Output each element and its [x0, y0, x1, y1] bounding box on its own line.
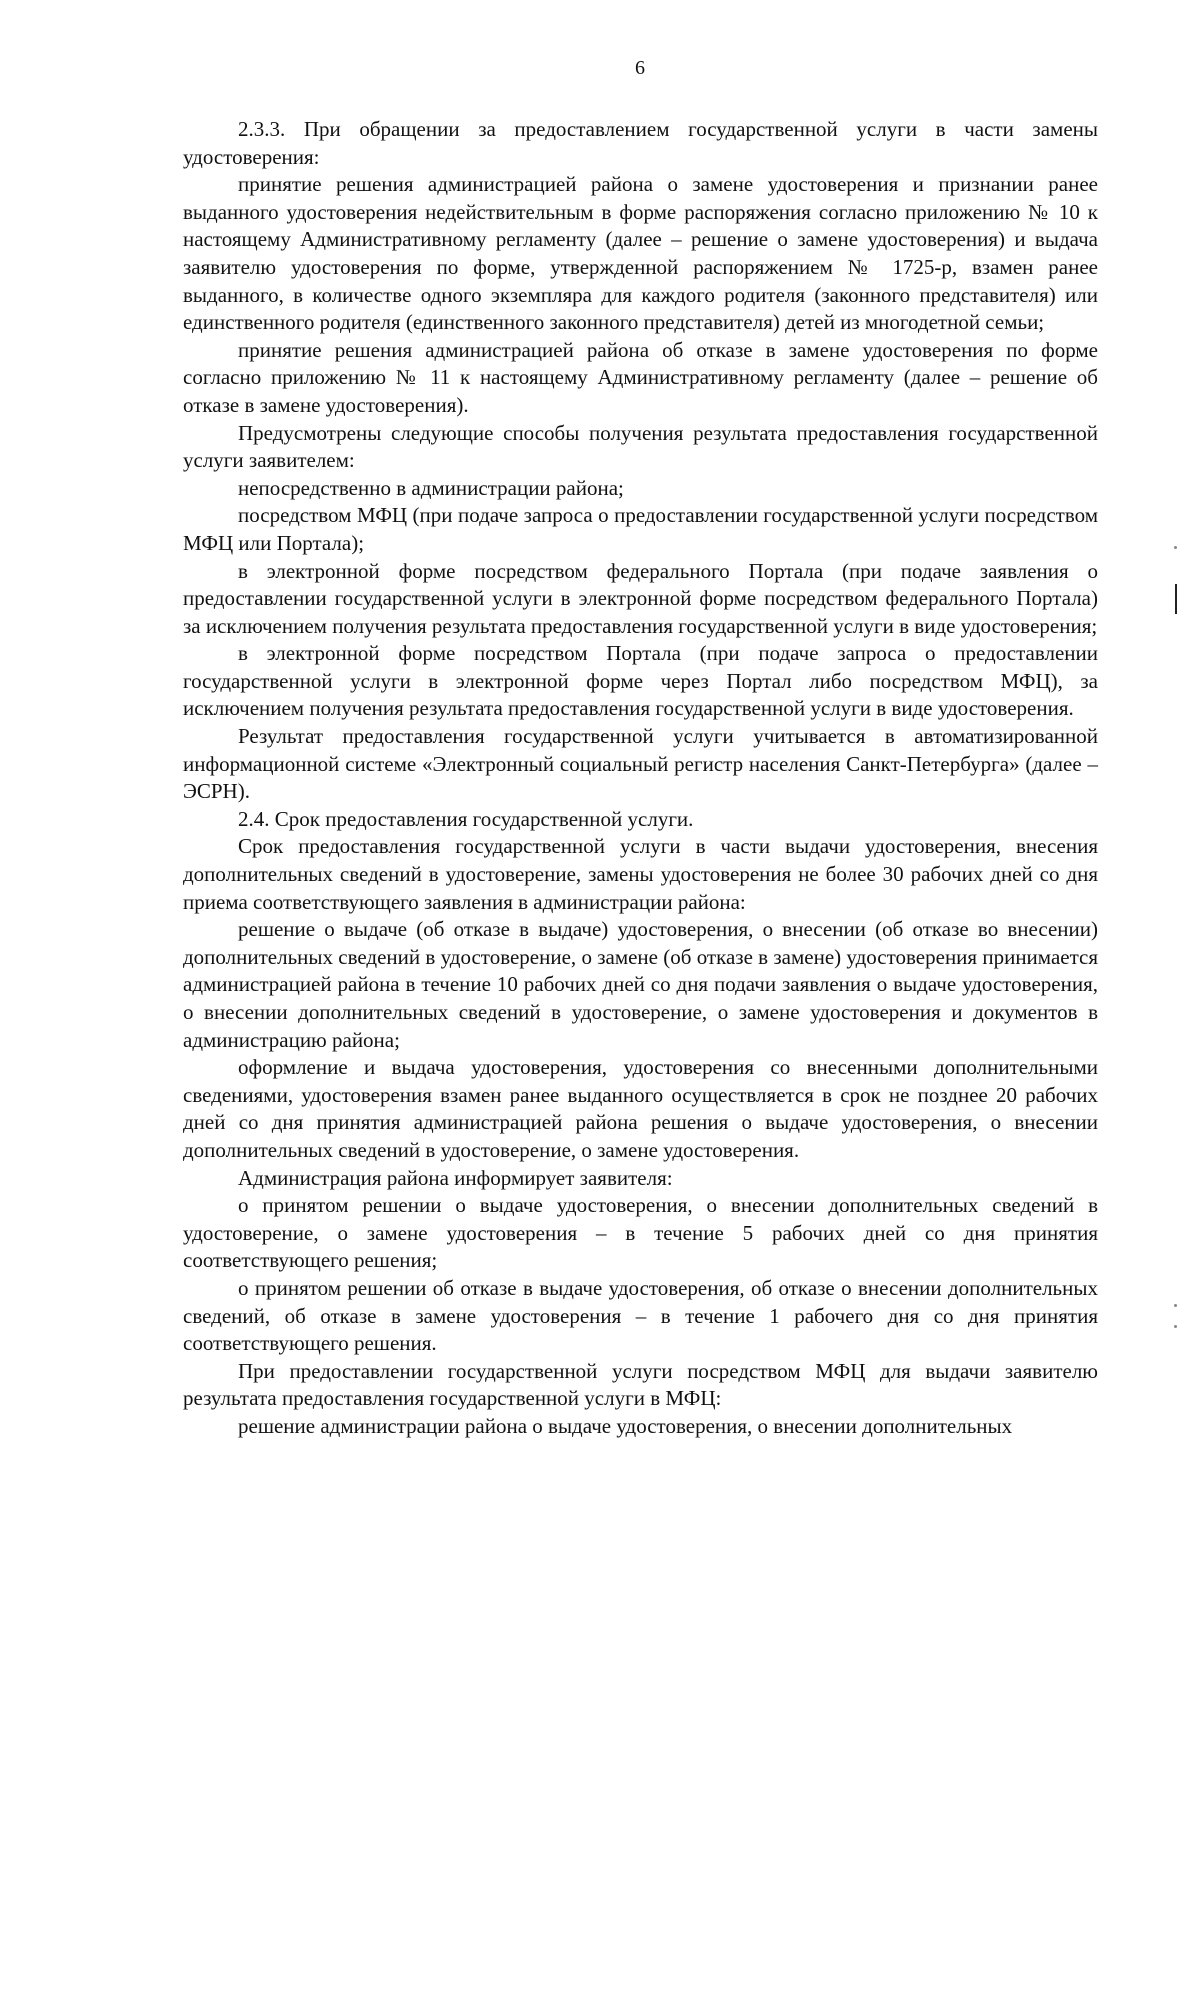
margin-scan-mark: [1175, 584, 1177, 614]
paragraph-method-directly: непосредственно в администрации района;: [238, 475, 624, 500]
paragraph-method-mfc: посредством МФЦ (при подаче запроса о предоставлении государственной услуги посредством МФЦ или Портала);: [183, 503, 1098, 555]
paragraph-issuance-term: оформление и выдача удостоверения, удостоверения со внесенными дополнительными сведениями, удостоверения взамен ранее выданного осуществляется в срок не позднее 20 рабочих дней со дня принятия администрацией района решения о выдаче удостоверения, о внесении дополнительных сведений в удостоверение, о замене удостоверения.: [183, 1055, 1098, 1162]
margin-scan-dot: [1174, 1325, 1177, 1328]
paragraph-notify-refusal: о принятом решении об отказе в выдаче удостоверения, об отказе о внесении дополнительных сведений, об отказе в замене удостоверения – в течение 1 рабочего дня со дня принятия соответствующего решения.: [183, 1275, 1098, 1356]
document-body: [183, 116, 1098, 1441]
paragraph-replacement-refusal: принятие решения администрацией района об отказе в замене удостоверения по форме согласно приложению № 11 к настоящему Административному регламенту (далее – решение об отказе в замене удостоверения).: [183, 337, 1098, 417]
paragraph-replacement-decision: принятие решения администрацией района о замене удостоверения и признании ранее выданного удостоверения недействительным в форме распоряжения согласно приложению № 10 к настоящему Административному регламенту (далее – решение о замене удостоверения) и выдача заявителю удостоверения по форме, утвержденной распоряжением № 1725-р, взамен ранее выданного, в количестве одного экземпляра для каждого родителя (законного представителя) или единственного родителя (единственного законного представителя) детей из многодетной семьи;: [183, 172, 1098, 335]
paragraph-method-portal: в электронной форме посредством Портала (при подаче запроса о предоставлении государственной услуги в электронной форме через Портал либо посредством МФЦ), за исключением получения результата предоставления государственной услуги в виде удостоверения.: [183, 641, 1098, 721]
paragraph-mfc-decision: решение администрации района о выдаче удостоверения, о внесении дополнительных: [238, 1413, 1013, 1438]
paragraph-result-registry: Результат предоставления государственной услуги учитывается в автоматизированной информационной системе «Электронный социальный регистр населения Санкт-Петербурга» (далее – ЭСРН).: [183, 724, 1098, 804]
page-number: 6: [635, 57, 645, 79]
paragraph-2-3-3-heading: 2.3.3. При обращении за предоставлением государственной услуги в части замены удостоверения:: [183, 117, 1098, 169]
paragraph-service-term: Срок предоставления государственной услуги в части выдачи удостоверения, внесения дополнительных сведений в удостоверение, замены удостоверения не более 30 рабочих дней со дня приема соответствующего заявления в администрации района:: [183, 834, 1098, 914]
paragraph-mfc-delivery: При предоставлении государственной услуги посредством МФЦ для выдачи заявителю результата предоставления государственной услуги в МФЦ:: [183, 1358, 1098, 1411]
paragraph-result-methods: Предусмотрены следующие способы получения результата предоставления государственной услуги заявителем:: [183, 420, 1098, 473]
margin-scan-dot: [1174, 546, 1177, 549]
margin-scan-dot: [1174, 1304, 1177, 1307]
paragraph-2-4-heading: 2.4. Срок предоставления государственной услуги.: [238, 806, 694, 831]
paragraph-notify-positive: о принятом решении о выдаче удостоверения, о внесении дополнительных сведений в удостоверение, о замене удостоверения – в течение 5 рабочих дней со дня принятия соответствующего решения;: [183, 1193, 1098, 1273]
paragraph-notify-applicant: Администрация района информирует заявителя:: [238, 1165, 673, 1190]
paragraph-decision-term: решение о выдаче (об отказе в выдаче) удостоверения, о внесении (об отказе во внесении) дополнительных сведений в удостоверение, о замене (об отказе в замене) удостоверения принимается администрацией района в течение 10 рабочих дней со дня подачи заявления о выдаче удостоверения, о внесении дополнительных сведений в удостоверение, о замене удостоверения и документов в администрацию района;: [183, 917, 1098, 1052]
paragraph-method-federal-portal: в электронной форме посредством федерального Портала (при подаче заявления о предоставлении государственной услуги в электронной форме посредством федерального Портала) за исключением получения результата предоставления государственной услуги в виде удостоверения;: [183, 558, 1098, 638]
